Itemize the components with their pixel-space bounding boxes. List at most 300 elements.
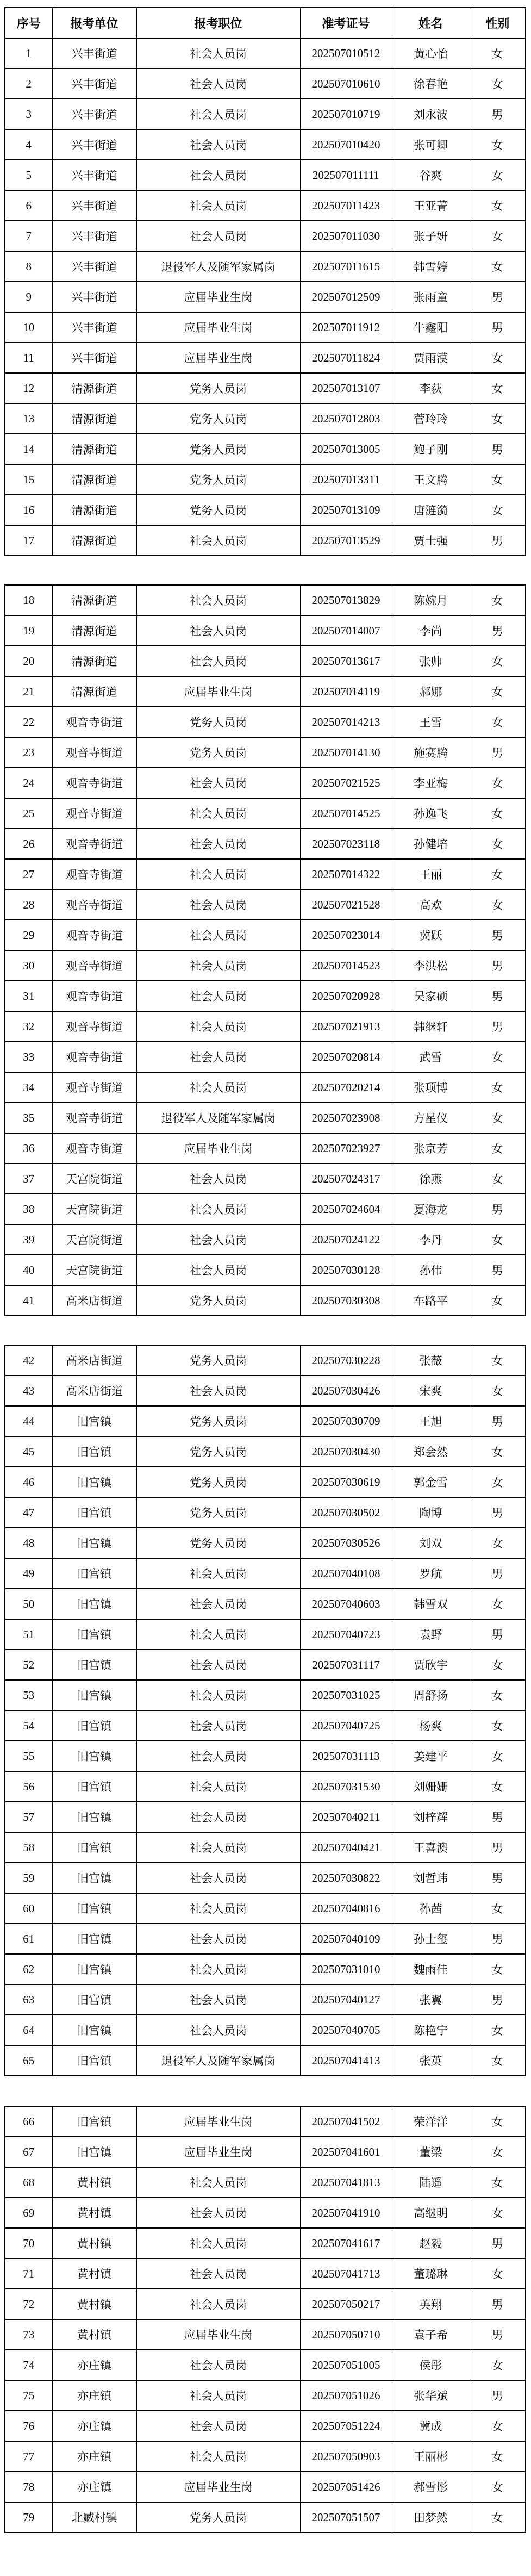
cell-ticket-number: 202507031530 [300, 1771, 392, 1802]
table-row [5, 1194, 526, 1224]
cell-index: 25 [5, 798, 52, 829]
cell-name: 高欢 [392, 889, 470, 920]
cell-ticket-number: 202507020214 [300, 1072, 392, 1103]
cell-ticket-number: 202507051507 [300, 2502, 392, 2533]
cell-gender: 女 [470, 1376, 526, 1406]
cell-position: 社会人员岗 [136, 2441, 300, 2472]
cell-ticket-number: 202507030502 [300, 1497, 392, 1528]
cell-position: 应届毕业生岗 [136, 282, 300, 312]
cell-index: 18 [5, 585, 52, 615]
cell-name: 王旭 [392, 1406, 470, 1436]
cell-name: 张翼 [392, 1984, 470, 2015]
cell-position: 应届毕业生岗 [136, 2319, 300, 2350]
cell-index: 58 [5, 1832, 52, 1863]
cell-name: 郝娜 [392, 676, 470, 707]
cell-position: 社会人员岗 [136, 2350, 300, 2380]
table-row [5, 1285, 526, 1316]
cell-gender: 女 [470, 1954, 526, 1984]
cell-ticket-number: 202507051426 [300, 2472, 392, 2502]
cell-ticket-number: 202507051224 [300, 2411, 392, 2441]
cell-unit: 清源街道 [52, 646, 136, 676]
cell-index: 43 [5, 1376, 52, 1406]
cell-name: 孙士玺 [392, 1924, 470, 1954]
cell-name: 菅玲玲 [392, 403, 470, 434]
applicant-table-block-3 [4, 1345, 526, 2076]
cell-position: 社会人员岗 [136, 981, 300, 1011]
cell-unit: 旧宫镇 [52, 2106, 136, 2137]
table-row [5, 1741, 526, 1771]
cell-ticket-number: 202507011111 [300, 160, 392, 190]
cell-gender: 男 [470, 950, 526, 981]
cell-index: 65 [5, 2045, 52, 2076]
cell-index: 27 [5, 859, 52, 889]
cell-gender: 男 [470, 1558, 526, 1589]
cell-name: 孙健培 [392, 829, 470, 859]
cell-name: 贾士强 [392, 525, 470, 556]
cell-position: 社会人员岗 [136, 1224, 300, 1255]
cell-unit: 高米店街道 [52, 1285, 136, 1316]
cell-position: 社会人员岗 [136, 1255, 300, 1285]
table-row [5, 1255, 526, 1285]
cell-name: 英翔 [392, 2289, 470, 2319]
cell-index: 20 [5, 646, 52, 676]
cell-gender: 女 [470, 2106, 526, 2137]
cell-ticket-number: 202507041413 [300, 2045, 392, 2076]
cell-gender: 女 [470, 251, 526, 282]
table-row [5, 525, 526, 556]
cell-name: 王喜澳 [392, 1832, 470, 1863]
cell-gender: 女 [470, 2502, 526, 2533]
cell-unit: 观音寺街道 [52, 1133, 136, 1163]
cell-ticket-number: 202507023118 [300, 829, 392, 859]
cell-unit: 旧宫镇 [52, 1436, 136, 1467]
cell-unit: 兴丰街道 [52, 343, 136, 373]
cell-name: 王丽彬 [392, 2441, 470, 2472]
cell-index: 17 [5, 525, 52, 556]
table-row [5, 343, 526, 373]
cell-position: 社会人员岗 [136, 1163, 300, 1194]
cell-unit: 旧宫镇 [52, 1619, 136, 1650]
cell-unit: 旧宫镇 [52, 1741, 136, 1771]
cell-name: 郝雪彤 [392, 2472, 470, 2502]
cell-unit: 旧宫镇 [52, 1802, 136, 1832]
cell-position: 社会人员岗 [136, 190, 300, 221]
cell-ticket-number: 202507040421 [300, 1832, 392, 1863]
table-row [5, 1863, 526, 1893]
cell-ticket-number: 202507013107 [300, 373, 392, 403]
table-row [5, 2015, 526, 2045]
cell-position: 社会人员岗 [136, 1589, 300, 1619]
cell-ticket-number: 202507021525 [300, 768, 392, 798]
cell-ticket-number: 202507030526 [300, 1528, 392, 1558]
cell-position: 应届毕业生岗 [136, 1133, 300, 1163]
cell-unit: 旧宫镇 [52, 1650, 136, 1680]
cell-position: 应届毕业生岗 [136, 676, 300, 707]
cell-name: 田梦然 [392, 2502, 470, 2533]
cell-ticket-number: 202507030308 [300, 1285, 392, 1316]
cell-ticket-number: 202507030619 [300, 1467, 392, 1497]
cell-position: 党务人员岗 [136, 737, 300, 768]
cell-name: 王亚菁 [392, 190, 470, 221]
table-row [5, 221, 526, 251]
cell-unit: 观音寺街道 [52, 1072, 136, 1103]
cell-name: 武雪 [392, 1042, 470, 1072]
table-row [5, 1771, 526, 1802]
cell-unit: 亦庄镇 [52, 2411, 136, 2441]
cell-index: 62 [5, 1954, 52, 1984]
cell-name: 李丹 [392, 1224, 470, 1255]
table-row [5, 99, 526, 129]
cell-name: 赵毅 [392, 2228, 470, 2258]
table-row [5, 2411, 526, 2441]
cell-unit: 兴丰街道 [52, 38, 136, 69]
cell-index: 40 [5, 1255, 52, 1285]
cell-unit: 清源街道 [52, 585, 136, 615]
cell-name: 鲍子刚 [392, 434, 470, 464]
cell-gender: 女 [470, 1103, 526, 1133]
cell-name: 夏海龙 [392, 1194, 470, 1224]
cell-index: 36 [5, 1133, 52, 1163]
cell-name: 荣洋洋 [392, 2106, 470, 2137]
cell-position: 社会人员岗 [136, 2258, 300, 2289]
cell-index: 75 [5, 2380, 52, 2411]
cell-index: 5 [5, 160, 52, 190]
table-row [5, 2167, 526, 2198]
cell-name: 谷爽 [392, 160, 470, 190]
cell-gender: 女 [470, 1072, 526, 1103]
table-row [5, 38, 526, 69]
cell-position: 社会人员岗 [136, 1771, 300, 1802]
table-row [5, 1042, 526, 1072]
cell-unit: 观音寺街道 [52, 829, 136, 859]
table-row [5, 1528, 526, 1558]
cell-unit: 亦庄镇 [52, 2441, 136, 2472]
cell-gender: 男 [470, 1802, 526, 1832]
table-row [5, 2228, 526, 2258]
cell-name: 郭金雪 [392, 1467, 470, 1497]
cell-index: 51 [5, 1619, 52, 1650]
cell-name: 吴家硕 [392, 981, 470, 1011]
cell-unit: 兴丰街道 [52, 282, 136, 312]
cell-index: 37 [5, 1163, 52, 1194]
cell-name: 陶博 [392, 1497, 470, 1528]
cell-name: 李荻 [392, 373, 470, 403]
cell-gender: 女 [470, 160, 526, 190]
cell-unit: 旧宫镇 [52, 1680, 136, 1710]
cell-name: 刘哲玮 [392, 1863, 470, 1893]
cell-ticket-number: 202507020928 [300, 981, 392, 1011]
cell-ticket-number: 202507011824 [300, 343, 392, 373]
table-row [5, 2472, 526, 2502]
cell-unit: 清源街道 [52, 464, 136, 495]
cell-gender: 男 [470, 920, 526, 950]
cell-ticket-number: 202507041910 [300, 2198, 392, 2228]
cell-index: 30 [5, 950, 52, 981]
cell-index: 63 [5, 1984, 52, 2015]
cell-gender: 男 [470, 1984, 526, 2015]
cell-ticket-number: 202507011615 [300, 251, 392, 282]
cell-gender: 女 [470, 829, 526, 859]
cell-unit: 兴丰街道 [52, 251, 136, 282]
cell-gender: 女 [470, 2258, 526, 2289]
table-row [5, 2137, 526, 2167]
cell-position: 社会人员岗 [136, 920, 300, 950]
cell-ticket-number: 202507023927 [300, 1133, 392, 1163]
table-row [5, 2319, 526, 2350]
cell-index: 73 [5, 2319, 52, 2350]
table-row [5, 1467, 526, 1497]
cell-gender: 女 [470, 646, 526, 676]
cell-index: 13 [5, 403, 52, 434]
cell-gender: 女 [470, 1133, 526, 1163]
cell-ticket-number: 202507013109 [300, 495, 392, 525]
cell-index: 56 [5, 1771, 52, 1802]
cell-position: 社会人员岗 [136, 1710, 300, 1741]
table-row [5, 129, 526, 160]
cell-unit: 观音寺街道 [52, 798, 136, 829]
cell-position: 社会人员岗 [136, 798, 300, 829]
cell-name: 袁野 [392, 1619, 470, 1650]
cell-position: 应届毕业生岗 [136, 2472, 300, 2502]
table-row [5, 1893, 526, 1924]
cell-index: 29 [5, 920, 52, 950]
cell-name: 董璐琳 [392, 2258, 470, 2289]
cell-gender: 女 [470, 464, 526, 495]
cell-position: 党务人员岗 [136, 373, 300, 403]
cell-unit: 清源街道 [52, 676, 136, 707]
table-row [5, 1376, 526, 1406]
cell-index: 44 [5, 1406, 52, 1436]
cell-ticket-number: 202507040108 [300, 1558, 392, 1589]
cell-position: 党务人员岗 [136, 1436, 300, 1467]
header-cell-position: 报考职位 [136, 8, 300, 38]
cell-ticket-number: 202507013311 [300, 464, 392, 495]
cell-name: 刘梓辉 [392, 1802, 470, 1832]
cell-index: 6 [5, 190, 52, 221]
table-row [5, 585, 526, 615]
cell-name: 孙茜 [392, 1893, 470, 1924]
cell-gender: 女 [470, 768, 526, 798]
cell-position: 社会人员岗 [136, 615, 300, 646]
cell-position: 社会人员岗 [136, 69, 300, 99]
cell-unit: 清源街道 [52, 403, 136, 434]
cell-position: 社会人员岗 [136, 768, 300, 798]
cell-name: 徐春艳 [392, 69, 470, 99]
cell-unit: 旧宫镇 [52, 2045, 136, 2076]
cell-ticket-number: 202507041601 [300, 2137, 392, 2167]
cell-name: 陈艳宁 [392, 2015, 470, 2045]
cell-index: 34 [5, 1072, 52, 1103]
cell-name: 施赛腾 [392, 737, 470, 768]
header-cell-ticket-number: 准考证号 [300, 8, 392, 38]
cell-ticket-number: 202507024122 [300, 1224, 392, 1255]
cell-unit: 观音寺街道 [52, 920, 136, 950]
cell-gender: 女 [470, 859, 526, 889]
cell-index: 39 [5, 1224, 52, 1255]
cell-gender: 女 [470, 798, 526, 829]
cell-unit: 兴丰街道 [52, 221, 136, 251]
table-row [5, 1984, 526, 2015]
cell-unit: 北臧村镇 [52, 2502, 136, 2533]
cell-unit: 观音寺街道 [52, 981, 136, 1011]
cell-name: 王文腾 [392, 464, 470, 495]
cell-position: 应届毕业生岗 [136, 2106, 300, 2137]
cell-unit: 清源街道 [52, 373, 136, 403]
cell-name: 袁子希 [392, 2319, 470, 2350]
cell-unit: 旧宫镇 [52, 1863, 136, 1893]
cell-name: 张帅 [392, 646, 470, 676]
cell-position: 社会人员岗 [136, 2015, 300, 2045]
cell-unit: 兴丰街道 [52, 129, 136, 160]
cell-ticket-number: 202507040723 [300, 1619, 392, 1650]
cell-unit: 黄村镇 [52, 2319, 136, 2350]
cell-position: 社会人员岗 [136, 1984, 300, 2015]
cell-ticket-number: 202507040603 [300, 1589, 392, 1619]
table-row [5, 1011, 526, 1042]
cell-gender: 女 [470, 1285, 526, 1316]
cell-name: 张英 [392, 2045, 470, 2076]
cell-gender: 男 [470, 312, 526, 343]
cell-gender: 女 [470, 495, 526, 525]
cell-gender: 男 [470, 1011, 526, 1042]
cell-name: 冀成 [392, 2411, 470, 2441]
cell-position: 退役军人及随军家属岗 [136, 2045, 300, 2076]
cell-unit: 兴丰街道 [52, 69, 136, 99]
cell-name: 黄心怡 [392, 38, 470, 69]
cell-ticket-number: 202507051026 [300, 2380, 392, 2411]
table-row [5, 768, 526, 798]
cell-position: 社会人员岗 [136, 585, 300, 615]
cell-position: 社会人员岗 [136, 1832, 300, 1863]
cell-ticket-number: 202507012509 [300, 282, 392, 312]
cell-index: 71 [5, 2258, 52, 2289]
cell-gender: 女 [470, 1467, 526, 1497]
cell-index: 4 [5, 129, 52, 160]
cell-index: 26 [5, 829, 52, 859]
cell-gender: 男 [470, 282, 526, 312]
cell-index: 47 [5, 1497, 52, 1528]
header-cell-index: 序号 [5, 8, 52, 38]
table-row [5, 1802, 526, 1832]
cell-ticket-number: 202507051005 [300, 2350, 392, 2380]
table-row [5, 889, 526, 920]
cell-unit: 旧宫镇 [52, 1710, 136, 1741]
cell-gender: 女 [470, 2350, 526, 2380]
cell-ticket-number: 202507014322 [300, 859, 392, 889]
cell-ticket-number: 202507020814 [300, 1042, 392, 1072]
cell-position: 社会人员岗 [136, 1802, 300, 1832]
cell-unit: 黄村镇 [52, 2198, 136, 2228]
cell-unit: 清源街道 [52, 495, 136, 525]
cell-index: 50 [5, 1589, 52, 1619]
cell-index: 54 [5, 1710, 52, 1741]
cell-unit: 黄村镇 [52, 2167, 136, 2198]
cell-position: 社会人员岗 [136, 1011, 300, 1042]
cell-ticket-number: 202507023014 [300, 920, 392, 950]
cell-name: 唐涟漪 [392, 495, 470, 525]
cell-ticket-number: 202507014213 [300, 707, 392, 737]
cell-unit: 天宫院街道 [52, 1163, 136, 1194]
cell-unit: 旧宫镇 [52, 1924, 136, 1954]
cell-position: 社会人员岗 [136, 859, 300, 889]
cell-gender: 女 [470, 1163, 526, 1194]
cell-name: 李亚梅 [392, 768, 470, 798]
cell-ticket-number: 202507030430 [300, 1436, 392, 1467]
cell-position: 党务人员岗 [136, 1528, 300, 1558]
cell-gender: 女 [470, 1589, 526, 1619]
cell-name: 李洪松 [392, 950, 470, 981]
cell-unit: 旧宫镇 [52, 1558, 136, 1589]
cell-position: 应届毕业生岗 [136, 343, 300, 373]
cell-name: 姜建平 [392, 1741, 470, 1771]
cell-position: 社会人员岗 [136, 1893, 300, 1924]
cell-index: 41 [5, 1285, 52, 1316]
cell-gender: 女 [470, 221, 526, 251]
cell-position: 社会人员岗 [136, 2228, 300, 2258]
cell-index: 31 [5, 981, 52, 1011]
cell-name: 董梁 [392, 2137, 470, 2167]
cell-gender: 女 [470, 38, 526, 69]
cell-ticket-number: 202507041617 [300, 2228, 392, 2258]
cell-unit: 黄村镇 [52, 2228, 136, 2258]
table-row [5, 1650, 526, 1680]
cell-position: 社会人员岗 [136, 1741, 300, 1771]
cell-unit: 旧宫镇 [52, 1893, 136, 1924]
cell-position: 党务人员岗 [136, 2502, 300, 2533]
cell-unit: 清源街道 [52, 615, 136, 646]
cell-index: 77 [5, 2441, 52, 2472]
table-row [5, 1558, 526, 1589]
cell-name: 魏雨佳 [392, 1954, 470, 1984]
cell-gender: 女 [470, 2411, 526, 2441]
cell-gender: 女 [470, 1042, 526, 1072]
cell-unit: 观音寺街道 [52, 950, 136, 981]
cell-index: 55 [5, 1741, 52, 1771]
cell-index: 32 [5, 1011, 52, 1042]
cell-position: 退役军人及随军家属岗 [136, 251, 300, 282]
cell-name: 车路平 [392, 1285, 470, 1316]
cell-name: 张雨童 [392, 282, 470, 312]
cell-ticket-number: 202507041813 [300, 2167, 392, 2198]
cell-ticket-number: 202507010719 [300, 99, 392, 129]
cell-position: 党务人员岗 [136, 464, 300, 495]
cell-index: 21 [5, 676, 52, 707]
cell-index: 7 [5, 221, 52, 251]
cell-index: 28 [5, 889, 52, 920]
cell-unit: 观音寺街道 [52, 859, 136, 889]
table-row [5, 2289, 526, 2319]
cell-gender: 女 [470, 403, 526, 434]
cell-gender: 男 [470, 2228, 526, 2258]
cell-index: 10 [5, 312, 52, 343]
table-row [5, 1436, 526, 1467]
cell-ticket-number: 202507011912 [300, 312, 392, 343]
table-row [5, 2502, 526, 2533]
cell-ticket-number: 202507050903 [300, 2441, 392, 2472]
cell-unit: 观音寺街道 [52, 1103, 136, 1133]
cell-unit: 亦庄镇 [52, 2380, 136, 2411]
cell-position: 社会人员岗 [136, 129, 300, 160]
cell-position: 社会人员岗 [136, 1863, 300, 1893]
table-row [5, 950, 526, 981]
cell-ticket-number: 202507012803 [300, 403, 392, 434]
cell-gender: 男 [470, 1497, 526, 1528]
cell-ticket-number: 202507011030 [300, 221, 392, 251]
cell-gender: 男 [470, 1832, 526, 1863]
cell-position: 社会人员岗 [136, 829, 300, 859]
table-row [5, 495, 526, 525]
cell-position: 社会人员岗 [136, 2167, 300, 2198]
